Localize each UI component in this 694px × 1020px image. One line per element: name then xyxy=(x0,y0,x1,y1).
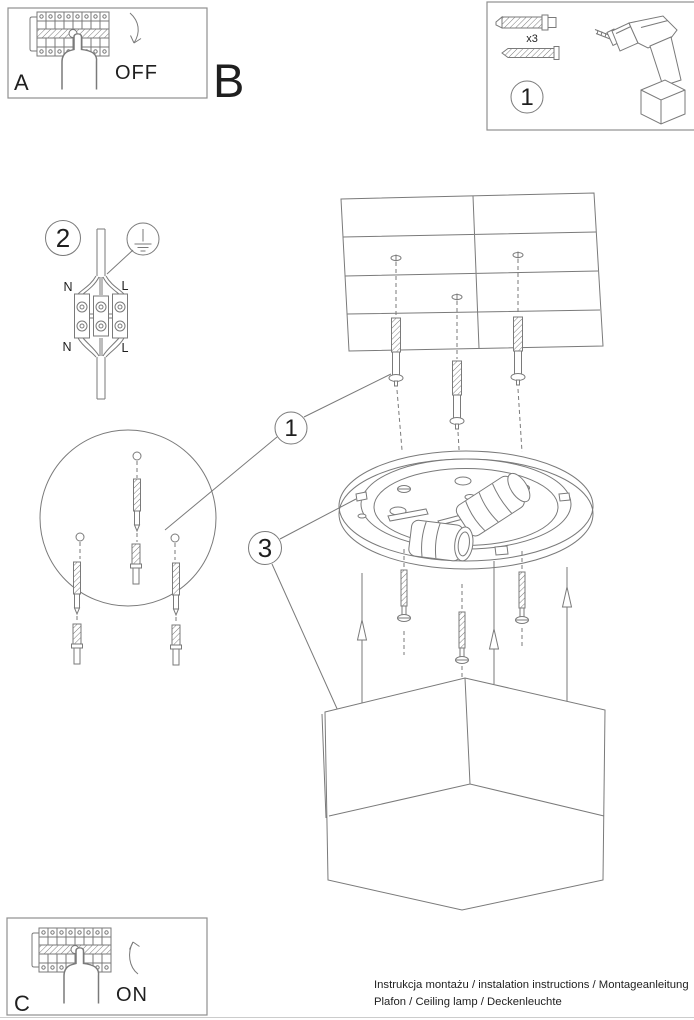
live-label-bottom: L xyxy=(121,341,129,355)
wiring-diagram xyxy=(46,221,160,400)
power-on-label: ON xyxy=(116,984,148,1006)
ground-symbol-icon xyxy=(107,223,159,274)
callout-3-leader-lines xyxy=(272,499,356,722)
ground-leader-line xyxy=(107,250,133,274)
drill-icon xyxy=(595,16,685,124)
terminal-block xyxy=(75,294,128,338)
footer-line-1: Instrukcja montażu / instalation instructions / Montageanleitung xyxy=(374,979,689,991)
neutral-label-bottom: N xyxy=(62,340,72,354)
screw-count-label: x3 xyxy=(526,33,538,45)
supply-wire-bottom xyxy=(78,338,124,399)
arrow-down-icon xyxy=(130,13,141,43)
panel-a-label: A xyxy=(14,70,29,95)
panel-parts xyxy=(487,2,694,130)
panel-a xyxy=(8,8,207,98)
power-off-label: OFF xyxy=(115,62,158,84)
neutral-label-top: N xyxy=(63,280,73,294)
mounting-screws xyxy=(398,549,529,688)
panel-c xyxy=(7,918,207,1016)
section-b-label: B xyxy=(213,54,245,107)
step-1-badge xyxy=(511,81,543,113)
callout-3-number: 3 xyxy=(257,533,273,563)
hole-screw-plug-middle xyxy=(131,452,142,584)
step-1-number: 1 xyxy=(520,84,534,111)
step-2-badge xyxy=(46,221,81,256)
drilling-detail xyxy=(40,430,216,665)
supply-wire-top xyxy=(78,229,124,295)
detail-circle xyxy=(40,430,216,606)
panel-c-label: C xyxy=(14,991,30,1016)
breaker-strip-icon xyxy=(30,12,109,56)
screw-icon xyxy=(502,47,559,60)
step-2-number: 2 xyxy=(55,223,71,253)
hole-screw-plug-left xyxy=(72,533,85,664)
hole-screw-plug-right xyxy=(171,534,182,665)
ceiling-panel xyxy=(341,193,603,466)
wall-plug-icon xyxy=(496,15,556,30)
callout-1-number: 1 xyxy=(284,415,298,442)
live-label-top: L xyxy=(121,279,129,293)
mounting-plate xyxy=(339,451,593,703)
lamp-shade xyxy=(322,678,605,910)
step-3-callout xyxy=(249,499,357,722)
footer-line-2: Plafon / Ceiling lamp / Deckenleuchte xyxy=(374,996,562,1008)
footer xyxy=(0,979,694,1018)
arrow-up-icon xyxy=(130,942,140,974)
